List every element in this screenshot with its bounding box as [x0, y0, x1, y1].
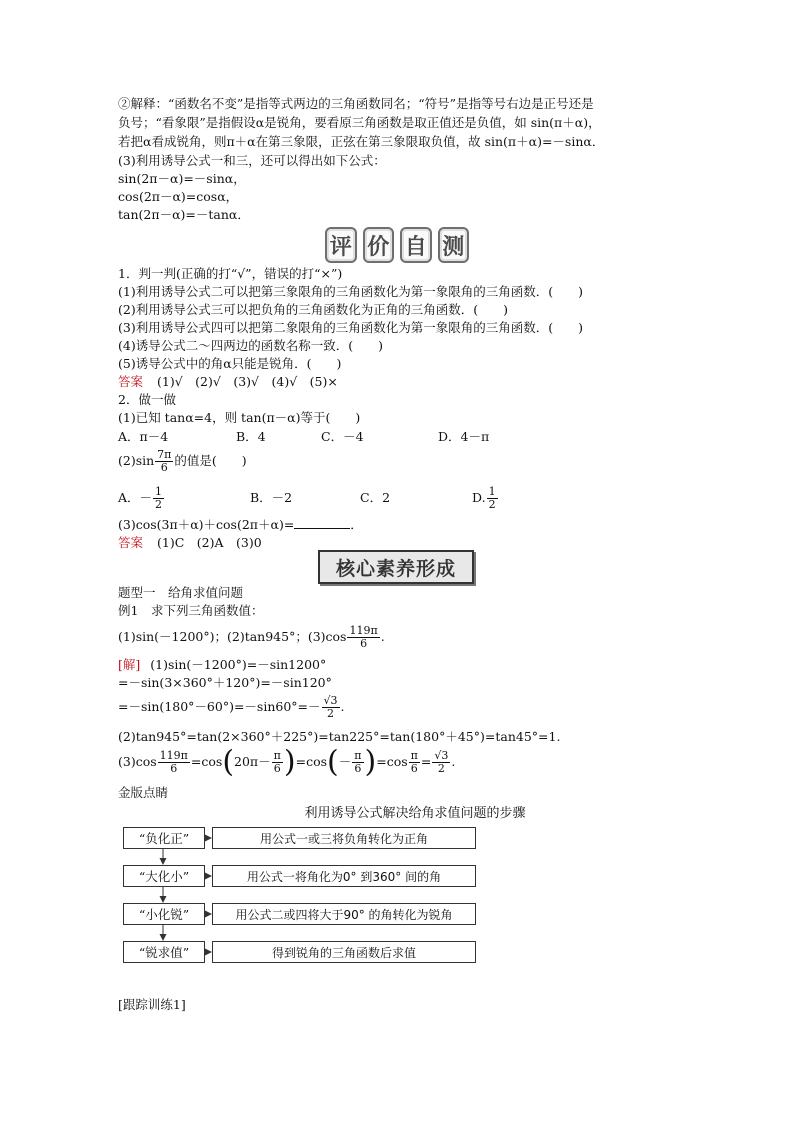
fraction-numerator: √3	[323, 694, 338, 707]
question-end: .	[380, 629, 385, 644]
solution-text: =cos	[295, 754, 328, 769]
banner-char: 自	[400, 227, 432, 263]
judge-q3: (3)利用诱导公式四可以把第二象限角的三角函数化为第一象限角的三角函数．( )	[118, 320, 583, 335]
fraction-denominator: 6	[410, 762, 418, 775]
fraction-denominator: 2	[155, 498, 163, 511]
option-a: A．π－4	[118, 429, 169, 444]
solution-text: =	[420, 754, 432, 769]
option-b: B．4	[236, 429, 266, 444]
fraction-denominator: 2	[327, 707, 335, 720]
option-a: A．－	[118, 490, 153, 505]
fraction-numerator: 119π	[349, 624, 378, 637]
option-c: C．－4	[321, 429, 364, 444]
flow-step-label: “负化正”	[123, 827, 205, 849]
formula-sin: sin(2π－α)=－sinα，	[118, 171, 246, 186]
banner-text: 核心素养形成	[335, 557, 456, 580]
practice-title: 2．做一做	[118, 392, 176, 407]
follow-practice-title: [跟踪训练1]	[118, 997, 186, 1012]
flow-step-desc: 得到锐角的三角函数后求值	[212, 941, 476, 963]
question-type-title: 题型一 给角求值问题	[118, 585, 244, 600]
answer-label: 答案	[118, 374, 144, 389]
fraction-denominator: 6	[160, 461, 168, 474]
q2-post: 的值是( )	[174, 453, 247, 468]
q2-pre: (2)sin	[118, 453, 155, 468]
judge-q5: (5)诱导公式中的角α只能是锐角．( )	[118, 356, 342, 371]
fraction-numerator: π	[273, 749, 281, 762]
fraction-numerator: π	[354, 749, 362, 762]
q3-text: (3)cos(3π＋α)＋cos(2π＋α)=	[118, 517, 295, 532]
solution-label: [解]	[118, 657, 141, 672]
example-title: 例1 求下列三角函数值：	[118, 603, 264, 618]
solution-text: =－sin(180°－60°)=－sin60°=－	[118, 699, 321, 714]
right-paren: )	[364, 744, 377, 780]
judge-q2: (2)利用诱导公式三可以把负角的三角函数化为正角的三角函数．( )	[118, 302, 508, 317]
option-b: B．－2	[250, 490, 293, 505]
solution-text: =cos	[376, 754, 408, 769]
tip-title: 金版点睛	[118, 785, 169, 800]
banner-char: 测	[438, 227, 470, 263]
flow-step-label: “大化小”	[123, 865, 205, 887]
solution-text: =cos	[190, 754, 223, 769]
explain-line-2: 负号；“看象限”是指假设α是锐角，要看原三角函数是取正值还是负值，如 sin(π＋α)，	[118, 115, 601, 130]
flow-step-desc: 用公式二或四将大于90° 的角转化为锐角	[212, 903, 476, 925]
fraction-numerator: 1	[488, 485, 496, 498]
fraction-numerator: 1	[155, 485, 163, 498]
solution-line-4: (2)tan945°=tan(2×360°＋225°)=tan225°=tan(180°＋45°)=tan45°=1.	[118, 729, 561, 744]
fraction-numerator: π	[410, 749, 418, 762]
explain-line-1: ②解释：“函数名不变”是指等式两边的三角函数同名；“符号”是指等号右边是正号还是	[118, 96, 594, 111]
fraction-denominator: 2	[437, 762, 445, 775]
answer-text: (1)√ (2)√ (3)√ (4)√ (5)×	[157, 374, 338, 389]
judge-q1: (1)利用诱导公式二可以把第三象限角的三角函数化为第一象限角的三角函数．( )	[118, 284, 583, 299]
judge-q4: (4)诱导公式二～四两边的函数名称一致．( )	[118, 338, 383, 353]
fraction-denominator: 6	[360, 637, 368, 650]
flow-step-desc: 用公式一将角化为0° 到360° 间的角	[212, 865, 476, 887]
flow-step-label: “小化锐”	[123, 903, 205, 925]
right-paren: )	[283, 744, 296, 780]
formula-tan: tan(2π－α)=－tanα．	[118, 207, 250, 222]
flowchart-title: 利用诱导公式解决给角求值问题的步骤	[304, 806, 526, 821]
left-paren: (	[222, 744, 235, 780]
option-c: C．2	[360, 490, 391, 505]
answer-label: 答案	[118, 535, 144, 550]
explain-line-3: 若把α看成锐角，则π＋α在第三象限，正弦在第三象限取负值，故 sin(π＋α)=－sinα．	[118, 134, 605, 149]
formula-cos: cos(2π－α)=cosα，	[118, 189, 239, 204]
explain-line-4: (3)利用诱导公式一和三，还可以得出如下公式：	[118, 153, 386, 168]
left-paren: (	[327, 744, 339, 780]
fraction-numerator: 119π	[159, 749, 188, 762]
solution-text: (3)cos	[118, 754, 157, 769]
fraction-numerator: √3	[434, 749, 449, 762]
flow-step-label: “锐求值”	[123, 941, 205, 963]
solution-text: －	[338, 754, 352, 769]
fraction-denominator: 6	[354, 762, 362, 775]
banner-char: 价	[363, 227, 395, 263]
solution-line-2: =－sin(3×360°＋120°)=－sin120°	[118, 675, 332, 690]
question-text: (1)sin(－1200°)；(2)tan945°；(3)cos	[118, 629, 347, 644]
fraction-denominator: 6	[170, 762, 178, 775]
fraction-numerator: 7π	[157, 448, 172, 461]
answer-text: (1)C (2)A (3)0	[157, 535, 262, 550]
fraction-denominator: 2	[488, 498, 496, 511]
option-d: D．4－π	[438, 429, 490, 444]
option-d: D.	[472, 490, 486, 505]
judge-title: 1．判一判(正确的打“√”，错误的打“×”)	[118, 266, 343, 281]
solution-end: .	[451, 754, 456, 769]
banner-char: 评	[325, 227, 357, 263]
fraction-denominator: 6	[273, 762, 281, 775]
solution-end: .	[340, 699, 345, 714]
solution-text: (1)sin(－1200°)=－sin1200°	[150, 657, 327, 672]
solution-text: 20π－	[234, 754, 271, 769]
practice-q1: (1)已知 tanα=4，则 tan(π－α)等于( )	[118, 410, 361, 425]
q3-end: ．	[350, 517, 363, 532]
flow-step-desc: 用公式一或三将负角转化为正角	[212, 827, 476, 849]
